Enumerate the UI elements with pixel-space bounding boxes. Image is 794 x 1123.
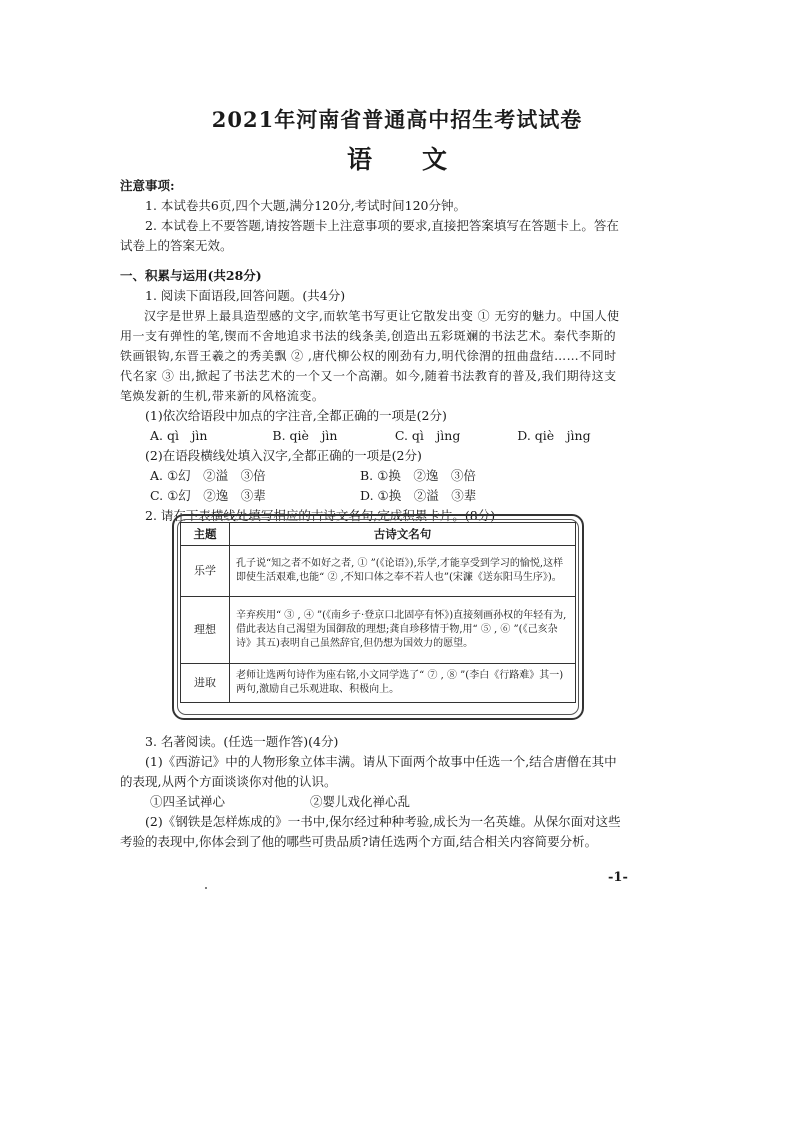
- exam-title: 2021年河南省普通高中招生考试试卷: [211, 107, 583, 132]
- q1-sub1-option-d: D. qiè jìng: [517, 428, 591, 443]
- q2-stem: 2. 请在下表横线处填写相应的古诗文名句,完成积累卡片。(8分): [145, 508, 496, 523]
- q3-sub1: (1)《西游记》中的人物形象立体丰满。请从下面两个故事中任选一个,结合唐僧在其中的表现,从两个方面谈谈你对他的认识。: [120, 754, 617, 789]
- q1-sub2-stem: (2)在语段横线处填入汉字,全都正确的一项是(2分): [145, 448, 422, 463]
- section-1-heading: 一、积累与运用(共28分): [120, 268, 262, 283]
- q3-sub2: (2)《钢铁是怎样炼成的》一书中,保尔经过种种考验,成长为一名英雄。从保尔面对这些考验的表现中,你体会到了他的哪些可贵品质?请任选两个方面,结合相关内容简要分析。: [120, 814, 621, 849]
- table-row-topic: 理想: [181, 597, 230, 664]
- q1-sub1-option-a: A. qì jìn: [150, 428, 208, 443]
- q1-sub1-stem: (1)依次给语段中加点的字注音,全都正确的一项是(2分): [145, 408, 447, 423]
- notice-item-2: 2. 本试卷上不要答题,请按答题卡上注意事项的要求,直接把答案填写在答题卡上。答在试卷上的答案无效。: [120, 218, 619, 253]
- exam-subject: 语 文: [346, 145, 447, 174]
- table-header-topic: 主题: [181, 523, 230, 546]
- q1-sub2-option-b: B. ①换 ②逸 ③倍: [360, 468, 476, 483]
- q1-sub1-option-b: B. qiè jìn: [272, 428, 338, 443]
- table-header-lines: 古诗文名句: [230, 523, 576, 546]
- table-row-topic: 进取: [181, 664, 230, 703]
- q1-sub1-option-c: C. qì jìng: [394, 428, 461, 443]
- notice-item-1: 1. 本试卷共6页,四个大题,满分120分,考试时间120分钟。: [145, 198, 466, 213]
- q1-sub2-option-a: A. ①幻 ②溢 ③倍: [150, 468, 266, 483]
- q1-sub2-options-row2: [120, 486, 625, 506]
- notice-section: [120, 176, 625, 256]
- q3-stem: 3. 名著阅读。(任选一题作答)(4分): [145, 734, 339, 749]
- q3-sub1-options: [120, 792, 625, 812]
- table-row-content: 辛弃疾用“ ③ , ④ ”(《南乡子·登京口北固亭有怀》)直接刻画孙权的年轻有为,借此表达自己渴望为国御敌的理想;龚自珍移情于物,用“ ⑤ , ⑥ ”(《己亥杂诗》其五)表明自己虽然辞官,但仍想为国效力的愿望。: [230, 597, 576, 664]
- q1-sub2-option-d: D. ①换 ②溢 ③辈: [360, 488, 477, 503]
- section-1: [120, 266, 625, 526]
- table-row: [181, 664, 576, 703]
- notice-heading: 注意事项:: [120, 178, 175, 193]
- poetry-table: [180, 522, 576, 703]
- q1-sub2-options-row1: [120, 466, 625, 486]
- scan-speck: [205, 887, 207, 889]
- q3-sub1-option-1: ①四圣试禅心: [150, 794, 226, 809]
- table-row-content: 老师让选两句诗作为座右铭,小文同学选了“ ⑦ , ⑧ ”(李白《行路难》其一)两句,激励自己乐观进取、积极向上。: [230, 664, 576, 703]
- page-number: -1-: [608, 870, 628, 885]
- table-header-row: [181, 523, 576, 546]
- table-row: [181, 597, 576, 664]
- q1-stem: 1. 阅读下面语段,回答问题。(共4分): [145, 288, 346, 303]
- table-row-content: 孔子说“知之者不如好之者, ① ”(《论语》),乐学,才能享受到学习的愉悦,这样即使生活艰难,也能“ ② ,不知口体之奉不若人也”(宋濂《送东阳马生序》)。: [230, 546, 576, 597]
- accumulation-card: [172, 514, 584, 720]
- q1-sub1-options: [120, 426, 625, 446]
- q3-sub1-option-2: ②婴儿戏化禅心乱: [310, 794, 411, 809]
- question-3: [120, 732, 625, 852]
- q1-sub2-option-c: C. ①幻 ②逸 ③辈: [150, 488, 266, 503]
- q1-passage: 汉字是世界上最具造型感的文字,而软笔书写更让它散发出变 ① 无穷的魅力。中国人使用一支有弹性的笔,锲而不舍地追求书法的线条美,创造出五彩斑斓的书法艺术。秦代李斯的铁画银钩,东晋王羲之的秀美飘 ② ,唐代柳公权的刚劲有力,明代徐渭的扭曲盘结……不同时代名家 ③ 出,掀起了书法艺术的一个又一个高潮。如今,随着书法教育的普及,我们期待这支笔焕发新的生机,带来新的风格流变。: [120, 309, 620, 403]
- table-row-topic: 乐学: [181, 546, 230, 597]
- table-row: [181, 546, 576, 597]
